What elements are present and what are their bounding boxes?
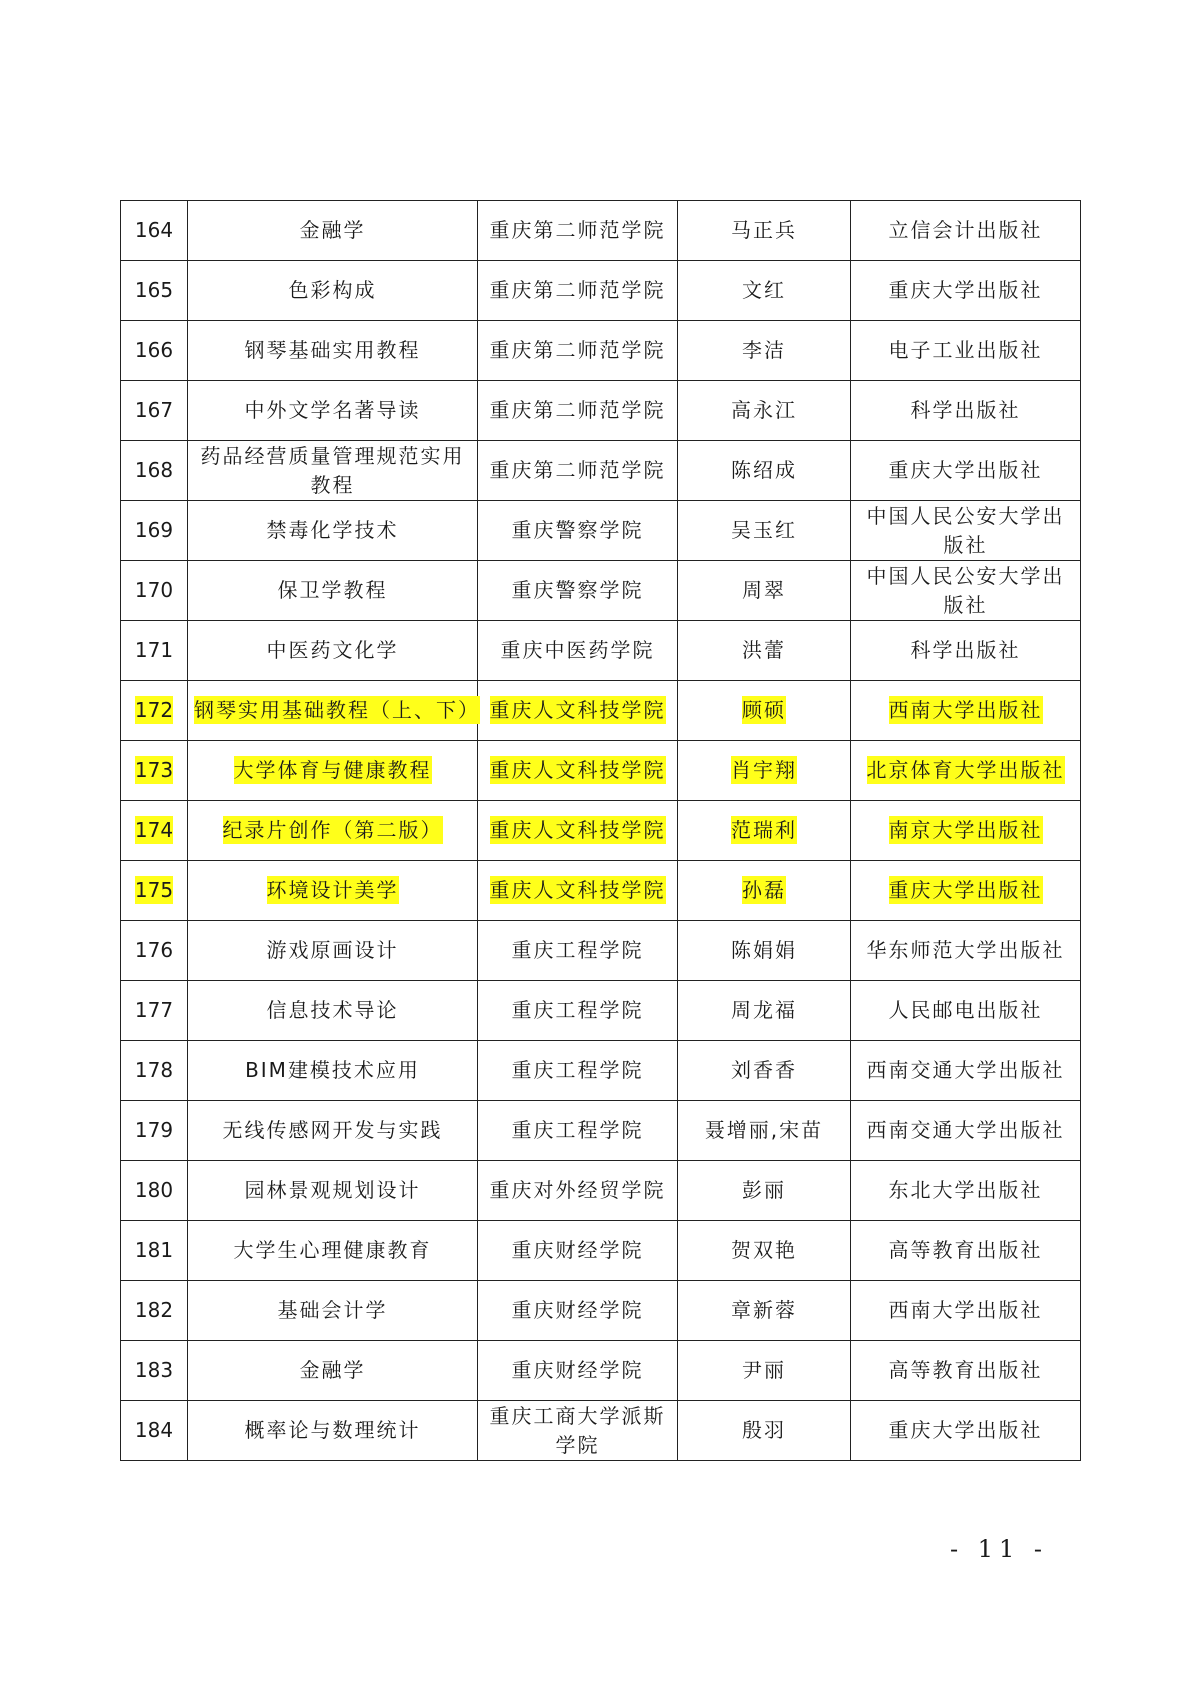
author-cell: 章新蓉 (678, 1281, 851, 1341)
publisher-cell: 东北大学出版社 (851, 1161, 1081, 1221)
school-cell: 重庆工程学院 (478, 1101, 678, 1161)
highlight-mark: 175 (134, 878, 174, 902)
publisher-cell (851, 741, 1081, 801)
author-cell: 殷羽 (678, 1401, 851, 1461)
publisher-cell (851, 861, 1081, 921)
author-cell (678, 861, 851, 921)
textbook-title-cell: 无线传感网开发与实践 (188, 1101, 478, 1161)
textbook-title-cell: 中外文学名著导读 (188, 381, 478, 441)
table-row (121, 981, 1081, 1041)
publisher-cell: 中国人民公安大学出版社 (851, 501, 1081, 561)
row-number-cell (121, 681, 188, 741)
textbook-title-cell: 保卫学教程 (188, 561, 478, 621)
highlight-mark: 环境设计美学 (266, 878, 399, 902)
table-row (121, 1101, 1081, 1161)
school-cell (478, 681, 678, 741)
publisher-cell: 电子工业出版社 (851, 321, 1081, 381)
table-row (121, 261, 1081, 321)
author-cell: 周龙福 (678, 981, 851, 1041)
textbook-table (120, 200, 1081, 1461)
highlight-mark: 重庆大学出版社 (888, 878, 1043, 902)
highlight-mark: 174 (134, 818, 174, 842)
row-number-cell: 171 (121, 621, 188, 681)
publisher-cell: 人民邮电出版社 (851, 981, 1081, 1041)
highlight-mark: 北京体育大学出版社 (866, 758, 1065, 782)
table-row (121, 1041, 1081, 1101)
row-number-cell: 176 (121, 921, 188, 981)
highlight-mark: 重庆人文科技学院 (489, 818, 666, 842)
author-cell: 洪蕾 (678, 621, 851, 681)
row-number-cell: 179 (121, 1101, 188, 1161)
publisher-cell: 重庆大学出版社 (851, 441, 1081, 501)
school-cell: 重庆警察学院 (478, 561, 678, 621)
row-number-cell: 180 (121, 1161, 188, 1221)
table-row (121, 1161, 1081, 1221)
textbook-title-cell (188, 861, 478, 921)
school-cell (478, 801, 678, 861)
highlight-mark: 西南大学出版社 (888, 698, 1043, 722)
textbook-title-cell: 信息技术导论 (188, 981, 478, 1041)
table-row (121, 441, 1081, 501)
school-cell: 重庆第二师范学院 (478, 441, 678, 501)
author-cell: 贺双艳 (678, 1221, 851, 1281)
textbook-title-cell: 色彩构成 (188, 261, 478, 321)
table-row (121, 561, 1081, 621)
author-cell: 马正兵 (678, 201, 851, 261)
row-number-cell (121, 741, 188, 801)
table-row (121, 201, 1081, 261)
page-number: - 11 - (950, 1535, 1049, 1563)
school-cell (478, 861, 678, 921)
publisher-cell: 高等教育出版社 (851, 1341, 1081, 1401)
row-number-cell (121, 801, 188, 861)
row-number-cell: 183 (121, 1341, 188, 1401)
highlight-mark: 172 (134, 698, 174, 722)
school-cell: 重庆工商大学派斯学院 (478, 1401, 678, 1461)
author-cell: 刘香香 (678, 1041, 851, 1101)
publisher-cell: 科学出版社 (851, 621, 1081, 681)
author-cell: 高永江 (678, 381, 851, 441)
school-cell: 重庆第二师范学院 (478, 321, 678, 381)
school-cell: 重庆工程学院 (478, 981, 678, 1041)
author-cell: 周翠 (678, 561, 851, 621)
row-number-cell: 164 (121, 201, 188, 261)
table-row (121, 321, 1081, 381)
table-row (121, 1341, 1081, 1401)
highlight-mark: 南京大学出版社 (888, 818, 1043, 842)
textbook-title-cell: 概率论与数理统计 (188, 1401, 478, 1461)
highlight-mark: 纪录片创作（第二版） (222, 818, 443, 842)
author-cell (678, 681, 851, 741)
highlight-mark: 肖宇翔 (731, 758, 797, 782)
textbook-title-cell: 园林景观规划设计 (188, 1161, 478, 1221)
row-number-cell: 166 (121, 321, 188, 381)
table-row (121, 861, 1081, 921)
author-cell: 陈绍成 (678, 441, 851, 501)
author-cell: 文红 (678, 261, 851, 321)
publisher-cell: 立信会计出版社 (851, 201, 1081, 261)
table-row (121, 1221, 1081, 1281)
textbook-title-cell: 大学生心理健康教育 (188, 1221, 478, 1281)
highlight-mark: 173 (134, 758, 174, 782)
textbook-title-cell: 禁毒化学技术 (188, 501, 478, 561)
highlight-mark: 重庆人文科技学院 (489, 758, 666, 782)
textbook-title-cell: BIM建模技术应用 (188, 1041, 478, 1101)
row-number-cell: 165 (121, 261, 188, 321)
school-cell: 重庆第二师范学院 (478, 381, 678, 441)
school-cell (478, 741, 678, 801)
table-row (121, 801, 1081, 861)
row-number-cell: 168 (121, 441, 188, 501)
textbook-title-cell: 药品经营质量管理规范实用教程 (188, 441, 478, 501)
school-cell: 重庆财经学院 (478, 1341, 678, 1401)
author-cell: 陈娟娟 (678, 921, 851, 981)
publisher-cell (851, 801, 1081, 861)
school-cell: 重庆警察学院 (478, 501, 678, 561)
school-cell: 重庆对外经贸学院 (478, 1161, 678, 1221)
author-cell: 彭丽 (678, 1161, 851, 1221)
publisher-cell: 西南大学出版社 (851, 1281, 1081, 1341)
publisher-cell: 西南交通大学出版社 (851, 1101, 1081, 1161)
textbook-title-cell: 中医药文化学 (188, 621, 478, 681)
publisher-cell: 西南交通大学出版社 (851, 1041, 1081, 1101)
row-number-cell: 178 (121, 1041, 188, 1101)
table-row (121, 621, 1081, 681)
row-number-cell: 169 (121, 501, 188, 561)
table-row (121, 741, 1081, 801)
author-cell (678, 801, 851, 861)
table-row (121, 1281, 1081, 1341)
table-row (121, 921, 1081, 981)
author-cell: 聂增丽,宋苗 (678, 1101, 851, 1161)
author-cell: 尹丽 (678, 1341, 851, 1401)
author-cell: 吴玉红 (678, 501, 851, 561)
table-row (121, 1401, 1081, 1461)
school-cell: 重庆中医药学院 (478, 621, 678, 681)
school-cell: 重庆第二师范学院 (478, 261, 678, 321)
table-row (121, 501, 1081, 561)
row-number-cell: 182 (121, 1281, 188, 1341)
textbook-title-cell: 钢琴基础实用教程 (188, 321, 478, 381)
table-row (121, 681, 1081, 741)
highlight-mark: 重庆人文科技学院 (489, 878, 666, 902)
publisher-cell: 科学出版社 (851, 381, 1081, 441)
highlight-mark: 钢琴实用基础教程（上、下） (194, 698, 480, 722)
table-body (121, 201, 1081, 1461)
textbook-title-cell: 金融学 (188, 201, 478, 261)
textbook-title-cell (188, 801, 478, 861)
row-number-cell: 167 (121, 381, 188, 441)
highlight-mark: 孙磊 (742, 878, 786, 902)
row-number-cell: 170 (121, 561, 188, 621)
publisher-cell: 华东师范大学出版社 (851, 921, 1081, 981)
publisher-cell: 重庆大学出版社 (851, 1401, 1081, 1461)
school-cell: 重庆第二师范学院 (478, 201, 678, 261)
publisher-cell: 重庆大学出版社 (851, 261, 1081, 321)
publisher-cell (851, 681, 1081, 741)
highlight-mark: 范瑞利 (731, 818, 797, 842)
author-cell (678, 741, 851, 801)
table-row (121, 381, 1081, 441)
highlight-mark: 重庆人文科技学院 (489, 698, 666, 722)
textbook-title-cell (188, 741, 478, 801)
publisher-cell: 中国人民公安大学出版社 (851, 561, 1081, 621)
textbook-title-cell: 基础会计学 (188, 1281, 478, 1341)
publisher-cell: 高等教育出版社 (851, 1221, 1081, 1281)
school-cell: 重庆财经学院 (478, 1281, 678, 1341)
textbook-title-cell: 游戏原画设计 (188, 921, 478, 981)
textbook-title-cell (188, 681, 478, 741)
row-number-cell: 177 (121, 981, 188, 1041)
row-number-cell: 184 (121, 1401, 188, 1461)
school-cell: 重庆工程学院 (478, 921, 678, 981)
row-number-cell (121, 861, 188, 921)
highlight-mark: 顾硕 (742, 698, 786, 722)
textbook-title-cell: 金融学 (188, 1341, 478, 1401)
highlight-mark: 大学体育与健康教程 (233, 758, 432, 782)
school-cell: 重庆财经学院 (478, 1221, 678, 1281)
author-cell: 李洁 (678, 321, 851, 381)
row-number-cell: 181 (121, 1221, 188, 1281)
school-cell: 重庆工程学院 (478, 1041, 678, 1101)
